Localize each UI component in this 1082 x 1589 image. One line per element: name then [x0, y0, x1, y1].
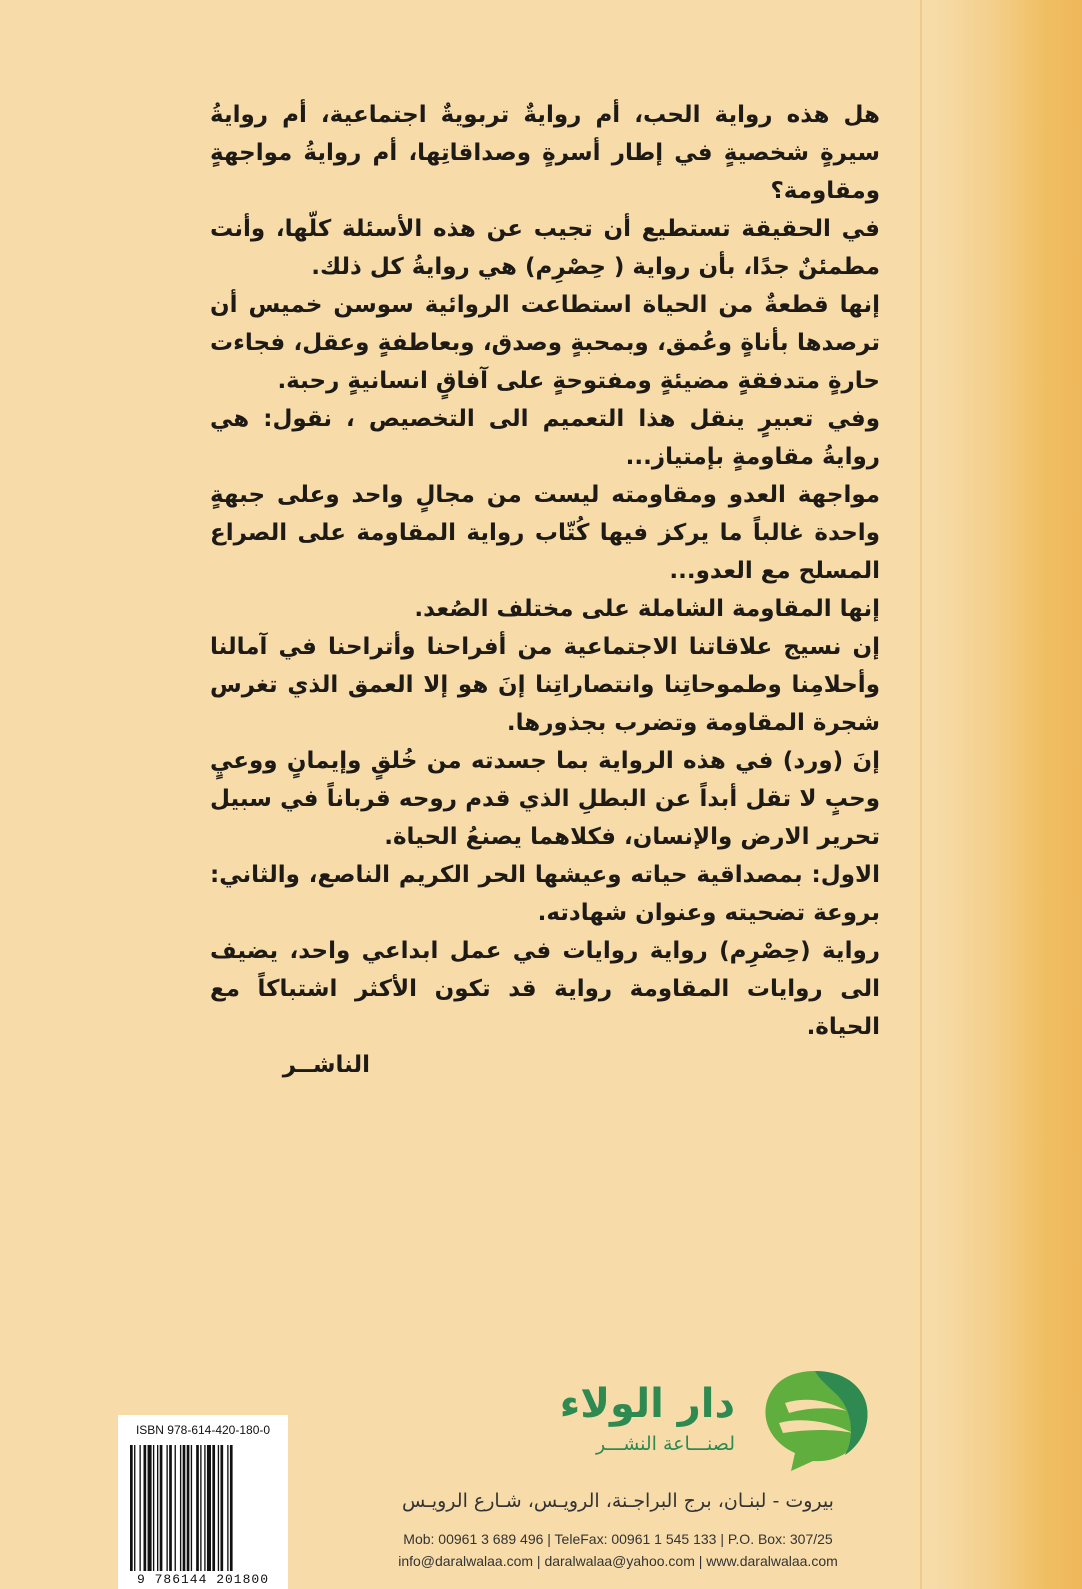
blurb-paragraph-10: رواية (حِصْرِم) رواية روايات في عمل ابداعي واحد، يضيف الى روايات المقاومة رواية قد تكون الأكثر اشتباكاً مع الحياة.	[210, 938, 880, 1040]
publisher-logo	[455, 1363, 875, 1473]
blurb-paragraph-6: إنها المقاومة الشاملة على مختلف الصُعد.	[414, 596, 880, 622]
barcode-bar	[157, 1445, 158, 1571]
blurb-paragraph-8: إنَ (ورد) في هذه الرواية بما جسدته من خُلقٍ وإيمانٍ ووعيٍ وحبٍ لا تقل أبداً عن البطلِ الذي قدم روحه قرباناً في سبيل تحرير الارض والإنسان، فكلاهما يصنعُ الحياة.	[210, 748, 880, 850]
publisher-name: دار الولاء	[559, 1381, 735, 1427]
signature-text: الناشــر	[282, 1052, 370, 1078]
barcode-bar	[204, 1445, 205, 1571]
contact-web: info@daralwalaa.com | daralwalaa@yahoo.com | www.daralwalaa.com	[398, 1553, 838, 1569]
publisher-tagline: لصنـــاعة النشـــر	[596, 1433, 735, 1455]
blurb-paragraph-9: الاول: بمصداقية حياته وعيشها الحر الكريم الناصع، والثاني: بروعة تضحيته وعنوان شهادته.	[210, 862, 880, 926]
isbn-digits: 9 786144 201800	[136, 1572, 270, 1587]
contact-phones: Mob: 00961 3 689 496 | TeleFax: 00961 1 545 133 | P.O. Box: 307/25	[403, 1531, 833, 1547]
barcode-bar	[200, 1445, 201, 1571]
barcode-bar	[153, 1445, 154, 1571]
barcode-bar	[180, 1445, 181, 1571]
barcode-bar	[139, 1445, 140, 1571]
barcode-bar	[134, 1445, 135, 1571]
blurb-paragraph-3: إنها قطعةٌ من الحياة استطاعت الروائية سوسن خميس أن ترصدها بأناةٍ وعُمق، وبمحبةٍ وصدق، وبعاطفةٍ وعقل، فجاءت حارةٍ متدفقةٍ مضيئةٍ ومفتوحةٍ على آفاقٍ انسانيةٍ رحبة.	[210, 292, 880, 394]
barcode-bar	[230, 1445, 233, 1571]
barcode-bar	[196, 1445, 199, 1571]
isbn-barcode-block	[118, 1415, 288, 1589]
barcode-bar	[220, 1445, 223, 1571]
blurb-paragraph-1: هل هذه رواية الحب، أم روايةٌ تربويةٌ اجتماعية، أم روايةُ سيرةٍ شخصيةٍ في إطار أسرةٍ وصداقاتِها، أم روايةُ مواجهةٍ ومقاومة؟	[210, 102, 880, 204]
publisher-contacts	[338, 1528, 898, 1572]
speech-bubble-logo-icon	[755, 1363, 875, 1473]
barcode-bar	[212, 1445, 215, 1571]
barcode-bar	[144, 1445, 147, 1571]
blurb-paragraph-7: إن نسيج علاقاتنا الاجتماعية من أفراحنا وأتراحنا في آمالنا وأحلامِنا وطموحاتِنا وانتصاراتِنا إنَ هو إلا العمق الذي تغرس شجرة المقاومة وتضرب بجذورها.	[210, 634, 880, 736]
barcode-bar	[160, 1445, 163, 1571]
barcode-bar	[191, 1445, 192, 1571]
publisher-signature	[210, 1046, 880, 1084]
barcode-bar	[166, 1445, 167, 1571]
spine-fold-line	[920, 0, 922, 1589]
barcode-bar	[148, 1445, 152, 1571]
blurb-paragraph-2: في الحقيقة تستطيع أن تجيب عن هذه الأسئلة كلّها، وأنت مطمئنٌ جدًا، بأن رواية ( حِصْرِم) هي روايةُ كل ذلك.	[210, 216, 880, 280]
barcode-bar	[207, 1445, 211, 1571]
barcode-bar	[187, 1445, 190, 1571]
barcode-bar	[175, 1445, 176, 1571]
blurb-paragraph-4: وفي تعبيرٍ ينقل هذا التعميم الى التخصيص ، نقول: هي روايةُ مقاومةٍ بإمتياز...	[210, 406, 880, 470]
barcode-bar	[183, 1445, 186, 1571]
barcode-bar	[169, 1445, 172, 1571]
barcode-bar	[130, 1445, 133, 1571]
blurb-paragraph-5: مواجهة العدو ومقاومته ليست من مجالٍ واحد وعلى جبهةٍ واحدة غالباً ما يركز فيها كُتّاب رواية المقاومة على الصراع المسلح مع العدو...	[210, 482, 880, 584]
barcode-bar	[227, 1445, 228, 1571]
barcode-icon	[128, 1445, 278, 1571]
publisher-address: بيروت - لبنـان، برج البراجـنة، الرويـس، شـارع الرويـس	[402, 1490, 834, 1512]
barcode-bar	[218, 1445, 219, 1571]
back-cover-blurb	[210, 96, 880, 1084]
isbn-label: ISBN 978-614-420-180-0	[135, 1423, 271, 1437]
book-spine	[932, 0, 1082, 1589]
